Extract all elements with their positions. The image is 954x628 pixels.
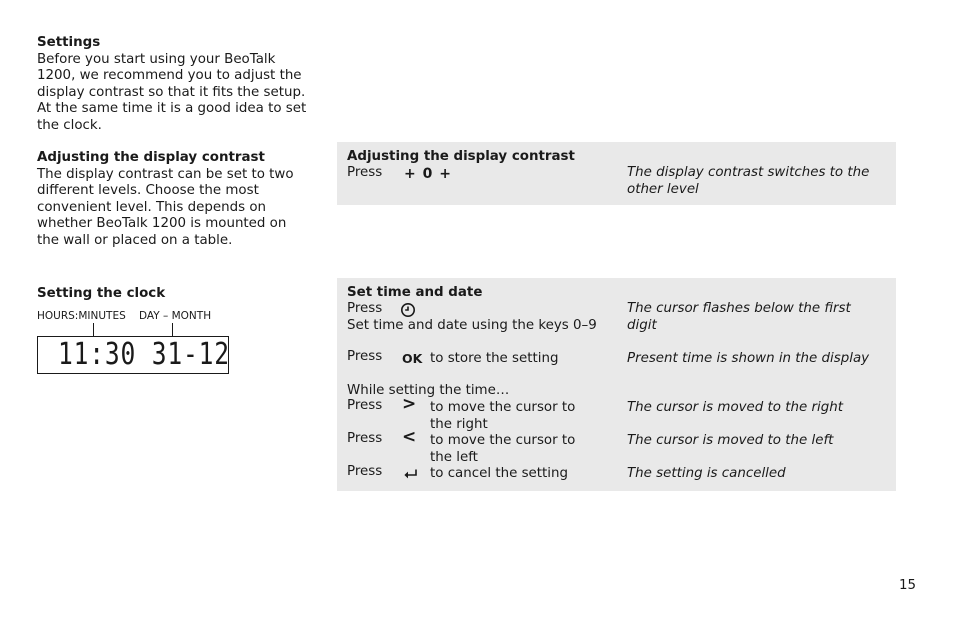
right-text bbox=[430, 400, 575, 433]
ok-text: to store the setting bbox=[430, 351, 559, 366]
day-month-label: DAY – MONTH bbox=[139, 310, 212, 322]
settings-line: Before you start using your BeoTalk bbox=[37, 51, 276, 67]
contrast-result-line: other level bbox=[627, 181, 699, 197]
back-press-label: Press bbox=[347, 464, 383, 479]
contrast-result-line: The display contrast switches to the bbox=[627, 165, 870, 180]
contrast-press-label: Press bbox=[347, 165, 383, 180]
settings-line: the clock. bbox=[37, 117, 102, 133]
hours-minutes-label: HOURS:MINUTES bbox=[37, 310, 126, 322]
left-key: < bbox=[402, 427, 417, 447]
clock-icon bbox=[400, 302, 416, 318]
contrast-result bbox=[627, 165, 869, 198]
time-instruction-box bbox=[337, 278, 896, 491]
cursor-flash-result bbox=[627, 301, 851, 334]
lcd-display-value: 11:30 31-12 bbox=[58, 337, 230, 372]
settings-heading: Settings bbox=[37, 35, 101, 50]
contrast-instruction-box bbox=[337, 142, 896, 205]
right-text-line: to move the cursor to bbox=[430, 400, 576, 415]
contrast-keys: + 0 + bbox=[404, 166, 451, 182]
settings-line: 1200, we recommend you to adjust the bbox=[37, 68, 302, 83]
contrast-section bbox=[37, 150, 327, 249]
settings-line: display contrast so that it fits the setup. bbox=[37, 84, 306, 100]
contrast-heading: Adjusting the display contrast bbox=[37, 150, 265, 165]
page-number: 15 bbox=[899, 578, 917, 593]
while-setting-line: While setting the time… bbox=[347, 383, 510, 398]
back-arrow-icon bbox=[402, 468, 418, 480]
left-text bbox=[430, 433, 575, 466]
settings-line: At the same time it is a good idea to set bbox=[37, 101, 307, 116]
contrast-line: whether BeoTalk 1200 is mounted on bbox=[37, 216, 287, 231]
left-result: The cursor is moved to the left bbox=[627, 433, 834, 448]
ok-press-label: Press bbox=[347, 349, 383, 364]
right-press-label: Press bbox=[347, 398, 383, 413]
left-text-line: the left bbox=[430, 449, 478, 465]
back-result: The setting is cancelled bbox=[627, 466, 786, 481]
ok-result: Present time is shown in the display bbox=[627, 351, 870, 366]
clock-heading: Setting the clock bbox=[37, 286, 166, 301]
set-keys-line: Set time and date using the keys 0–9 bbox=[347, 318, 597, 333]
contrast-line: different levels. Choose the most bbox=[37, 183, 259, 198]
time-box-title: Set time and date bbox=[347, 285, 483, 300]
clock-section bbox=[37, 286, 165, 303]
right-key: > bbox=[402, 394, 417, 414]
right-result: The cursor is moved to the right bbox=[627, 400, 843, 415]
time-press-label: Press bbox=[347, 301, 383, 316]
result-line: digit bbox=[627, 317, 657, 333]
right-text-line: the right bbox=[430, 416, 488, 432]
contrast-box-title: Adjusting the display contrast bbox=[347, 149, 575, 164]
result-line: The cursor flashes below the first bbox=[627, 301, 851, 316]
contrast-line: The display contrast can be set to two bbox=[37, 166, 294, 182]
settings-section bbox=[37, 35, 327, 134]
contrast-line: convenient level. This depends on bbox=[37, 199, 266, 215]
lcd-display bbox=[37, 336, 229, 374]
ok-key: OK bbox=[402, 351, 423, 366]
back-text: to cancel the setting bbox=[430, 466, 568, 481]
left-press-label: Press bbox=[347, 431, 383, 446]
contrast-line: the wall or placed on a table. bbox=[37, 232, 233, 248]
left-text-line: to move the cursor to bbox=[430, 433, 576, 448]
